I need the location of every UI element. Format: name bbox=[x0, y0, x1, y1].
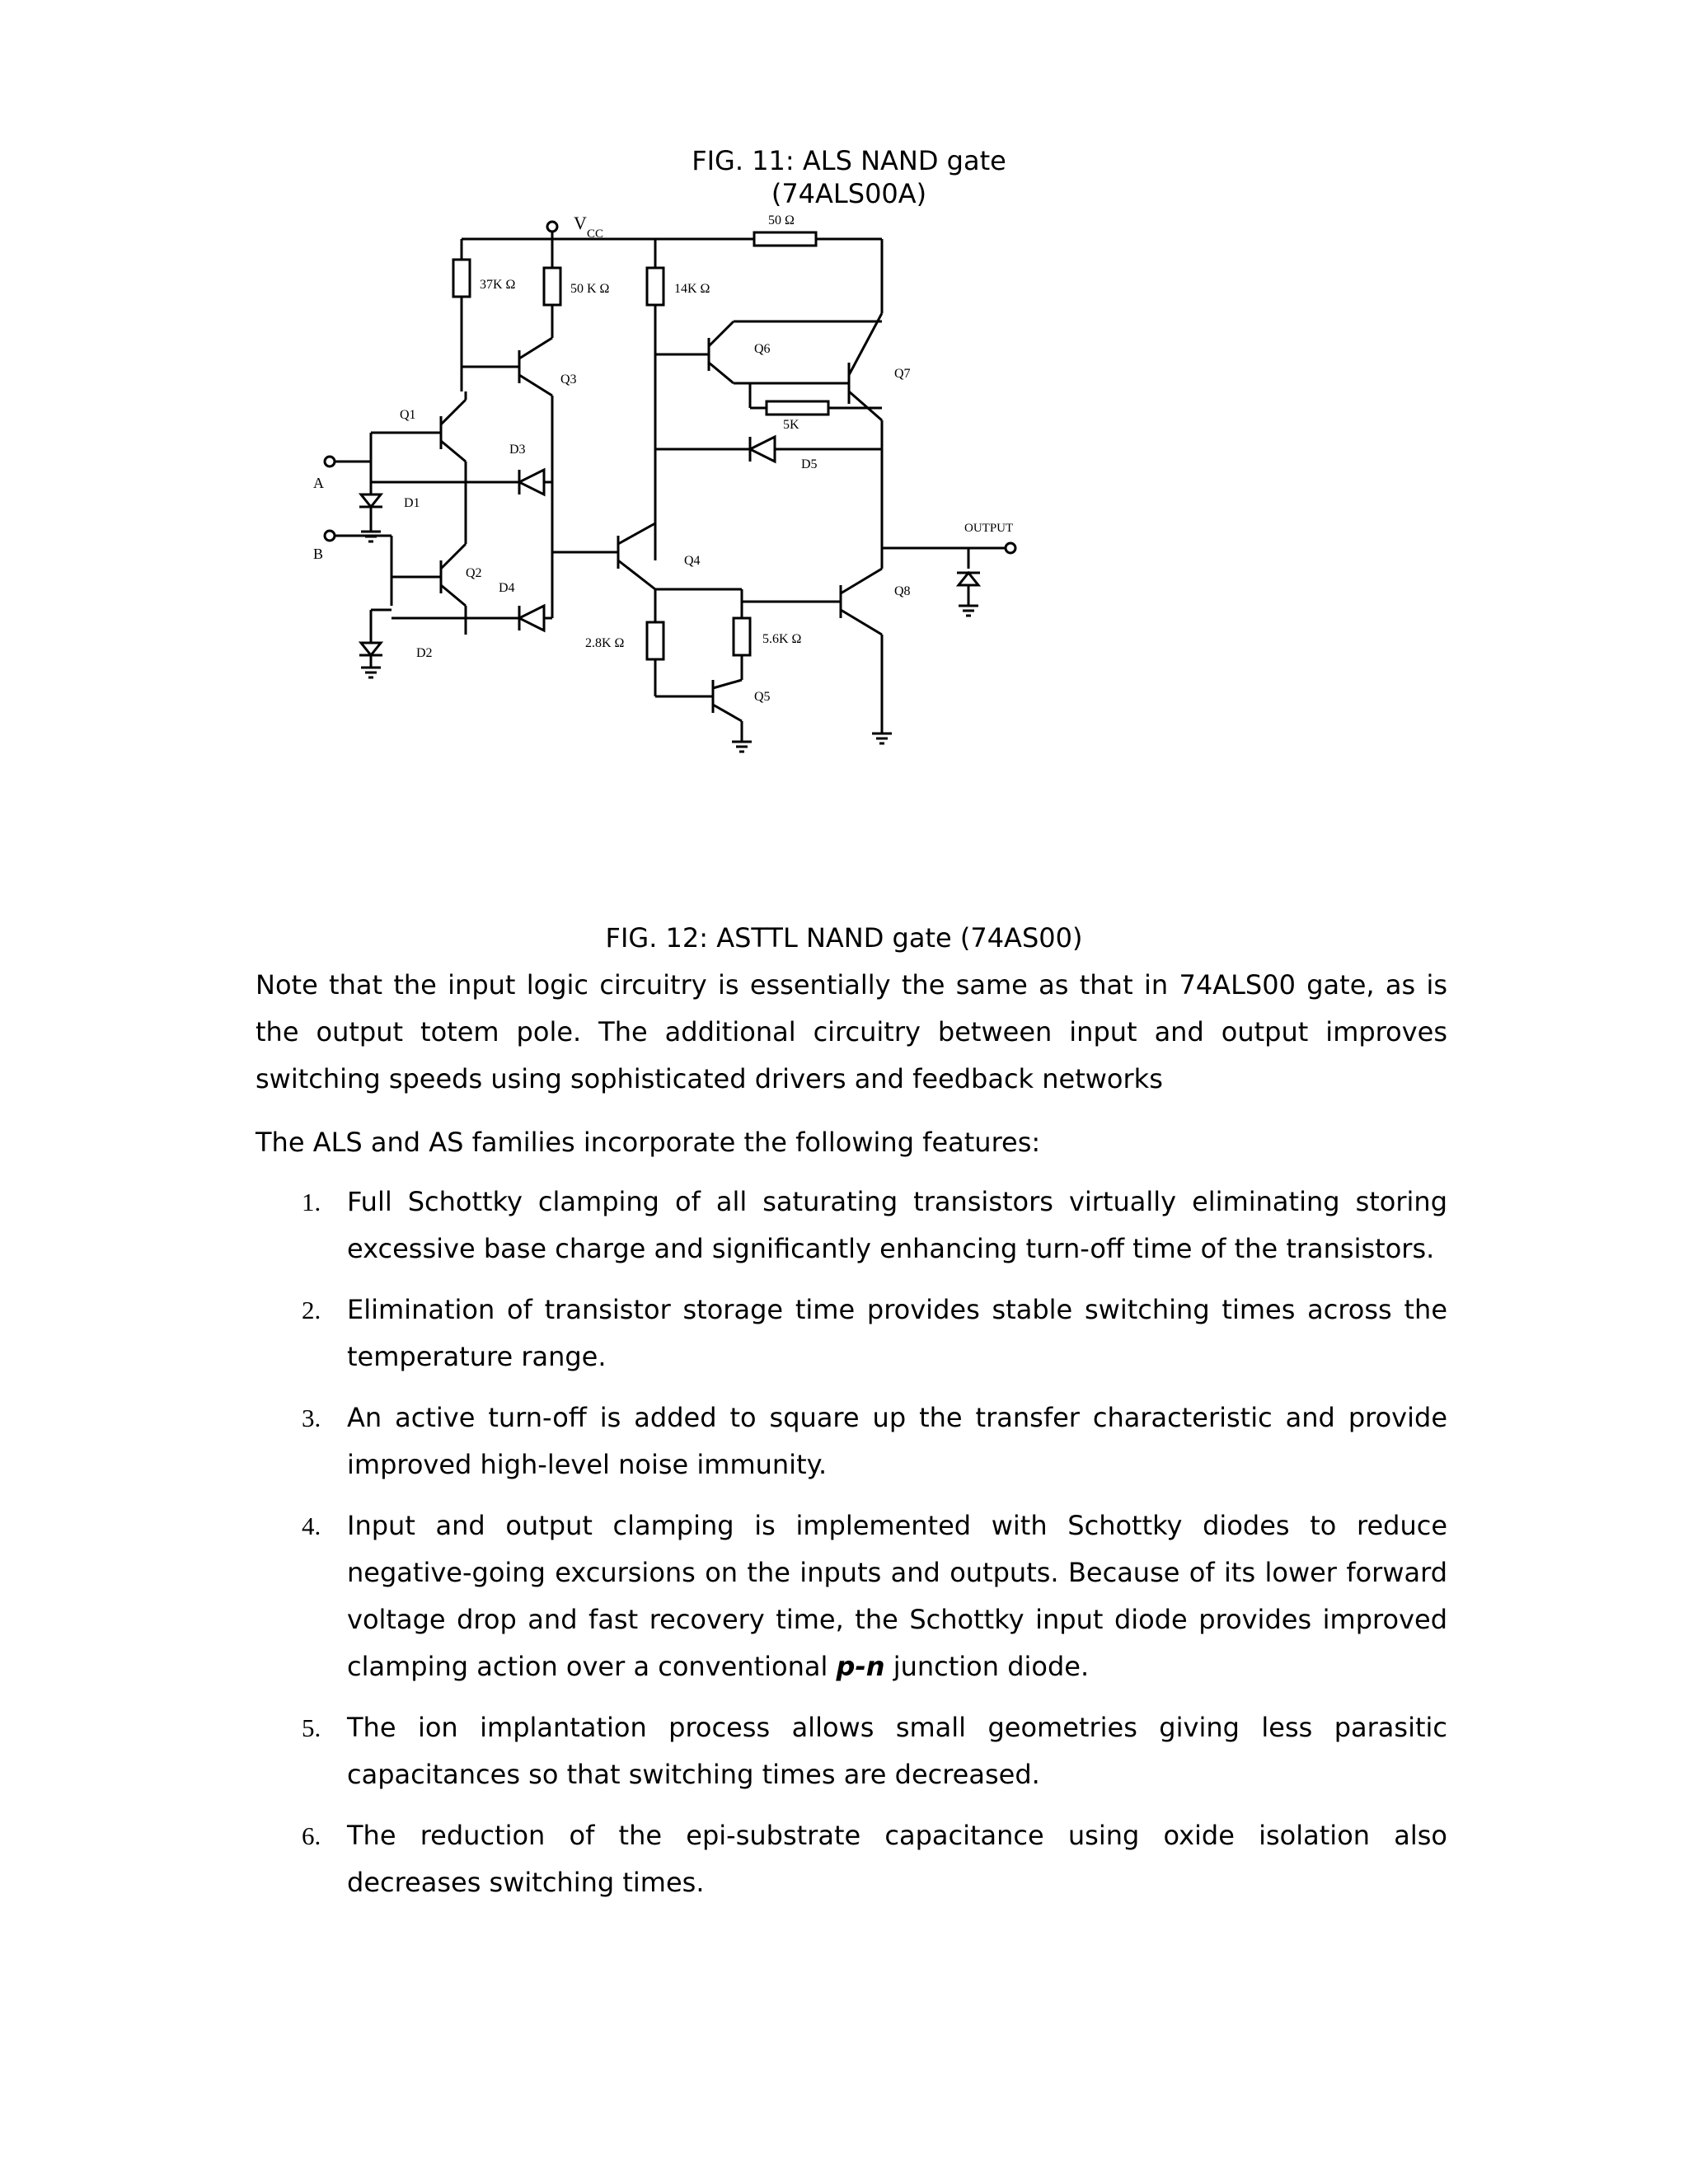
feature-number: 2. bbox=[302, 1296, 321, 1324]
figure-11-caption bbox=[626, 144, 1071, 210]
feature-number: 3. bbox=[302, 1404, 321, 1432]
feature-number: 5. bbox=[302, 1713, 321, 1742]
resistor-5-6k-label: 5.6K Ω bbox=[762, 632, 802, 646]
resistor-5k-label: 5K bbox=[783, 418, 799, 432]
feature-text: The reduction of the epi-substrate capacitance using oxide isolation also decreases switching times. bbox=[347, 1820, 1447, 1898]
feature-text bbox=[347, 1502, 1447, 1690]
resistor-14k-label: 14K Ω bbox=[674, 282, 710, 296]
diode-d2-label: D2 bbox=[416, 646, 433, 660]
feature-text: Full Schottky clamping of all saturating transistors virtually eliminating storing excessive base charge and significantly enhancing turn-off time of the transistors. bbox=[347, 1186, 1447, 1264]
feature-text-part2: junction diode. bbox=[884, 1651, 1090, 1682]
resistor-37k-label: 37K Ω bbox=[480, 278, 516, 292]
figure-11-caption-line2: (74ALS00A) bbox=[771, 178, 927, 209]
transistor-q3-label: Q3 bbox=[560, 373, 577, 387]
feature-text-part1: Input and output clamping is implemented with Schottky diodes to reduce negative-going excursions on the inputs and outputs. Because of its lower forward voltage drop and fast recovery time, the Schottky input diode provides improved clamping action over a conventional bbox=[347, 1510, 1447, 1682]
feature-number: 1. bbox=[302, 1188, 321, 1216]
vcc-label: V bbox=[574, 213, 587, 233]
transistor-q4-label: Q4 bbox=[684, 554, 701, 568]
feature-number: 4. bbox=[302, 1511, 321, 1540]
vcc-subscript: CC bbox=[587, 227, 604, 241]
feature-text: The ion implantation process allows small geometries giving less parasitic capacitances so that switching times are decreased. bbox=[347, 1712, 1447, 1790]
transistor-q6-label: Q6 bbox=[754, 342, 771, 356]
input-a-label: A bbox=[313, 475, 324, 491]
diode-d1-label: D1 bbox=[404, 496, 420, 510]
figure-12-caption: FIG. 12: ASTTL NAND gate (74AS00) bbox=[605, 922, 1083, 954]
paragraph-note: Note that the input logic circuitry is essentially the same as that in 74ALS00 gate, as is the output totem pole. The additional circuitry between input and output improves switching speeds using sophisticated drivers and feedback networks bbox=[256, 969, 1447, 1094]
diode-d5-label: D5 bbox=[801, 457, 818, 471]
diode-d4-label: D4 bbox=[499, 581, 515, 595]
resistor-2-8k-label: 2.8K Ω bbox=[585, 636, 625, 650]
feature-text: An active turn-off is added to square up the transfer characteristic and provide improved high-level noise immunity. bbox=[347, 1402, 1447, 1480]
transistor-q7-label: Q7 bbox=[894, 367, 911, 381]
input-b-label: B bbox=[313, 546, 324, 562]
pn-emphasis: p-n bbox=[836, 1651, 885, 1682]
figure-11-caption-line1: FIG. 11: ALS NAND gate bbox=[692, 145, 1006, 176]
circuit-diagram bbox=[297, 206, 1039, 766]
feature-text: Elimination of transistor storage time provides stable switching times across the temperature range. bbox=[347, 1294, 1447, 1372]
paragraph-intro: The ALS and AS families incorporate the following features: bbox=[256, 1127, 1041, 1158]
feature-number: 6. bbox=[302, 1821, 321, 1850]
transistor-q8-label: Q8 bbox=[894, 584, 911, 598]
transistor-q1-label: Q1 bbox=[400, 408, 416, 422]
transistor-q5-label: Q5 bbox=[754, 690, 771, 704]
diode-d3-label: D3 bbox=[509, 443, 526, 457]
transistor-q2-label: Q2 bbox=[466, 566, 482, 580]
vcc-terminal bbox=[547, 222, 557, 232]
resistor-50k-label: 50 K Ω bbox=[570, 282, 610, 296]
output-label: OUTPUT bbox=[964, 522, 1014, 535]
resistor-50-ohm-label: 50 Ω bbox=[768, 213, 795, 227]
